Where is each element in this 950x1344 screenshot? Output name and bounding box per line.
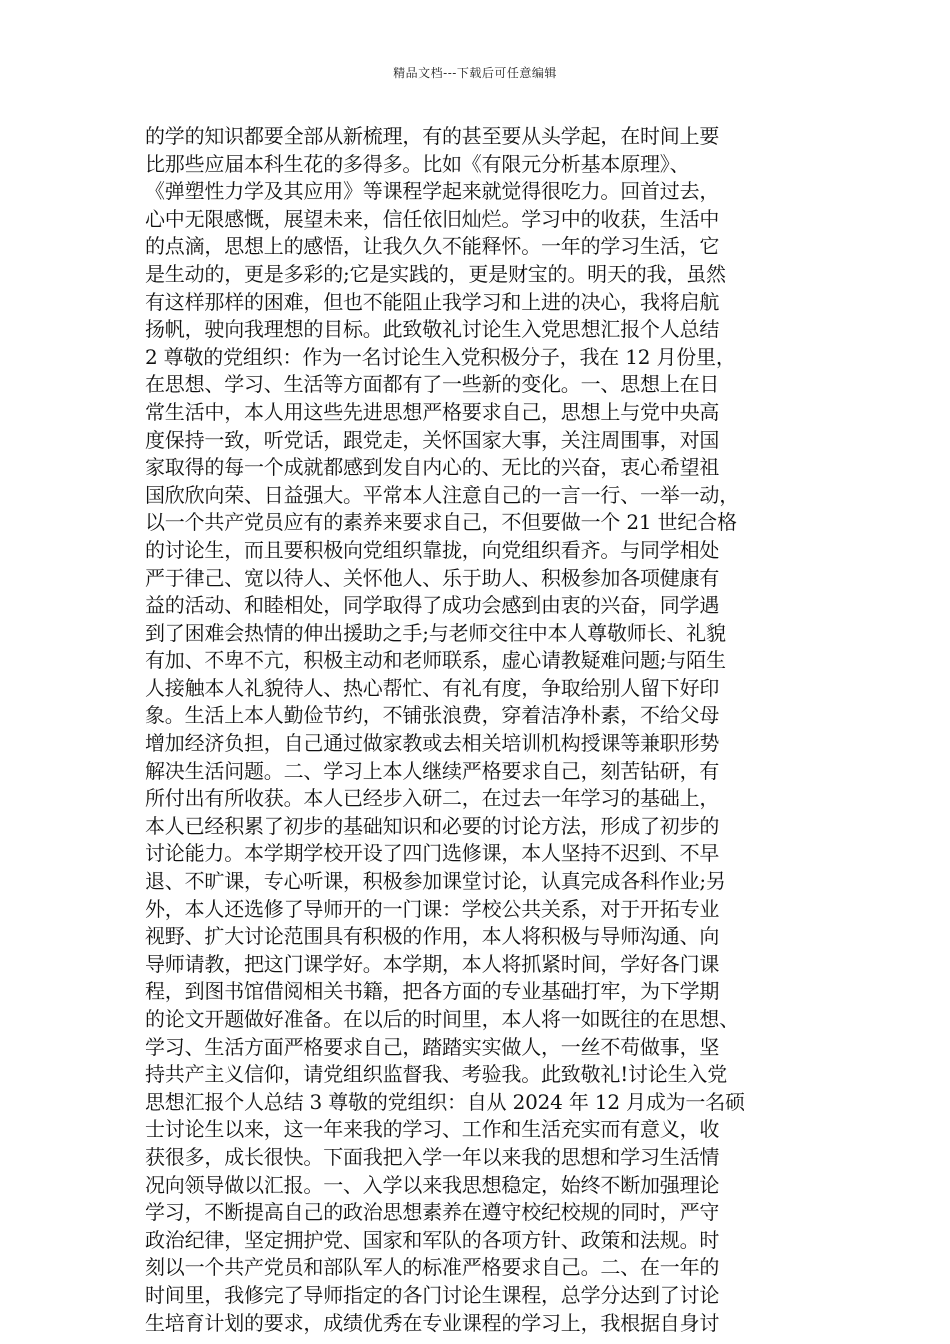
- text-line: 获很多，成长很快。下面我把入学一年以来我的思想和学习生活情: [145, 1144, 720, 1169]
- text-line: 增加经济负担，自己通过做家教或去相关培训机构授课等兼职形势: [145, 731, 720, 756]
- text-line: 退、不旷课，专心听课，积极参加课堂讨论，认真完成各科作业;另: [145, 869, 726, 894]
- text-line: 外，本人还选修了导师开的一门课：学校公共关系，对于开拓专业: [145, 896, 720, 921]
- text-line: 本人已经积累了初步的基础知识和必要的讨论方法，形成了初步的: [145, 813, 720, 838]
- document-body: [145, 123, 825, 1337]
- text-line: 的论文开题做好准备。在以后的时间里，本人将一如既往的在思想、: [145, 1007, 739, 1031]
- text-line: 所付出有所收获。本人已经步入研二，在过去一年学习的基础上，: [145, 786, 720, 811]
- text-line: 在思想、学习、生活等方面都有了一些新的变化。一、思想上在日: [145, 372, 720, 397]
- text-line: 士讨论生以来，这一年来我的学习、工作和生活充实而有意义，收: [145, 1117, 720, 1142]
- text-line: 常生活中，本人用这些先进思想严格要求自己，思想上与党中央高: [145, 399, 720, 424]
- text-line: 益的活动、和睦相处，同学取得了成功会感到由衷的兴奋，同学遇: [145, 593, 720, 618]
- text-line: 的点滴，思想上的感悟，让我久久不能释怀。一年的学习生活，它: [145, 234, 720, 259]
- text-line: 以一个共产党员应有的素养来要求自己，不但要做一个 21 世纪合格: [145, 510, 737, 535]
- text-line: 视野、扩大讨论范围具有积极的作用，本人将积极与导师沟通、向: [145, 924, 720, 949]
- text-line: 比那些应届本科生花的多得多。比如《有限元分析基本原理》、: [145, 151, 690, 176]
- text-line: 有这样那样的困难，但也不能阻止我学习和上进的决心，我将启航: [145, 289, 720, 314]
- text-line: 的学的知识都要全部从新梳理，有的甚至要从头学起，在时间上要: [145, 124, 720, 148]
- text-line: 程，到图书馆借阅相关书籍，把各方面的专业基础打牢，为下学期: [145, 979, 720, 1004]
- text-line: 严于律己、宽以待人、关怀他人、乐于助人、积极参加各项健康有: [145, 565, 720, 590]
- text-line: 学习，不断提高自己的政治思想素养在遵守校纪校规的同时，严守: [145, 1200, 720, 1225]
- text-line: 心中无限感慨，展望未来，信任依旧灿烂。学习中的收获，生活中: [145, 206, 720, 231]
- text-line: 思想汇报个人总结 3 尊敬的党组织：自从 2024 年 12 月成为一名硕: [145, 1089, 745, 1114]
- text-line: 持共产主义信仰，请党组织监督我、考验我。此致敬礼!讨论生入党: [145, 1062, 728, 1087]
- text-line: 导师请教，把这门课学好。本学期，本人将抓紧时间，学好各门课: [145, 951, 720, 976]
- text-line: 国欣欣向荣、日益强大。平常本人注意自己的一言一行、一举一动，: [145, 482, 739, 507]
- text-line: 讨论能力。本学期学校开设了四门选修课，本人坚持不迟到、不早: [145, 841, 720, 866]
- text-line: 是生动的，更是多彩的;它是实践的，更是财宝的。明天的我，虽然: [145, 261, 726, 286]
- text-line: 2 尊敬的党组织：作为一名讨论生入党积极分子，我在 12 月份里，: [145, 344, 736, 369]
- page-header: 精品文档---下载后可任意编辑: [393, 66, 557, 80]
- text-line: 《弹塑性力学及其应用》等课程学起来就觉得很吃力。回首过去，: [145, 179, 720, 204]
- text-line: 度保持一致，听党话，跟党走，关怀国家大事，关注周围事，对国: [145, 427, 720, 452]
- text-line: 家取得的每一个成就都感到发自内心的、无比的兴奋，衷心希望祖: [145, 455, 720, 480]
- text-line: 学习、生活方面严格要求自己，踏踏实实做人，一丝不苟做事，坚: [145, 1034, 720, 1059]
- text-line: 解决生活问题。二、学习上本人继续严格要求自己，刻苦钻研，有: [145, 758, 720, 783]
- text-line: 象。生活上本人勤俭节约，不铺张浪费，穿着洁净朴素，不给父母: [145, 703, 720, 728]
- text-line: 时间里，我修完了导师指定的各门讨论生课程，总学分达到了讨论: [145, 1282, 720, 1307]
- text-line: 人接触本人礼貌待人、热心帮忙、有礼有度，争取给别人留下好印: [145, 675, 720, 700]
- text-line: 的讨论生，而且要积极向党组织靠拢，向党组织看齐。与同学相处: [145, 537, 720, 562]
- text-line: 有加、不卑不亢，积极主动和老师联系，虚心请教疑难问题;与陌生: [145, 648, 726, 673]
- text-line: 扬帆，驶向我理想的目标。此致敬礼讨论生入党思想汇报个人总结: [145, 317, 720, 342]
- text-line: 生培育计划的要求，成绩优秀在专业课程的学习上，我根据自身讨: [145, 1310, 720, 1335]
- text-line: 到了困难会热情的伸出援助之手;与老师交往中本人尊敬师长、礼貌: [145, 620, 726, 645]
- text-line: 况向领导做以汇报。一、入学以来我思想稳定，始终不断加强理论: [145, 1172, 720, 1197]
- text-line: 刻以一个共产党员和部队军人的标准严格要求自己。二、在一年的: [145, 1255, 720, 1280]
- text-line: 政治纪律，坚定拥护党、国家和军队的各项方针、政策和法规。时: [145, 1227, 720, 1252]
